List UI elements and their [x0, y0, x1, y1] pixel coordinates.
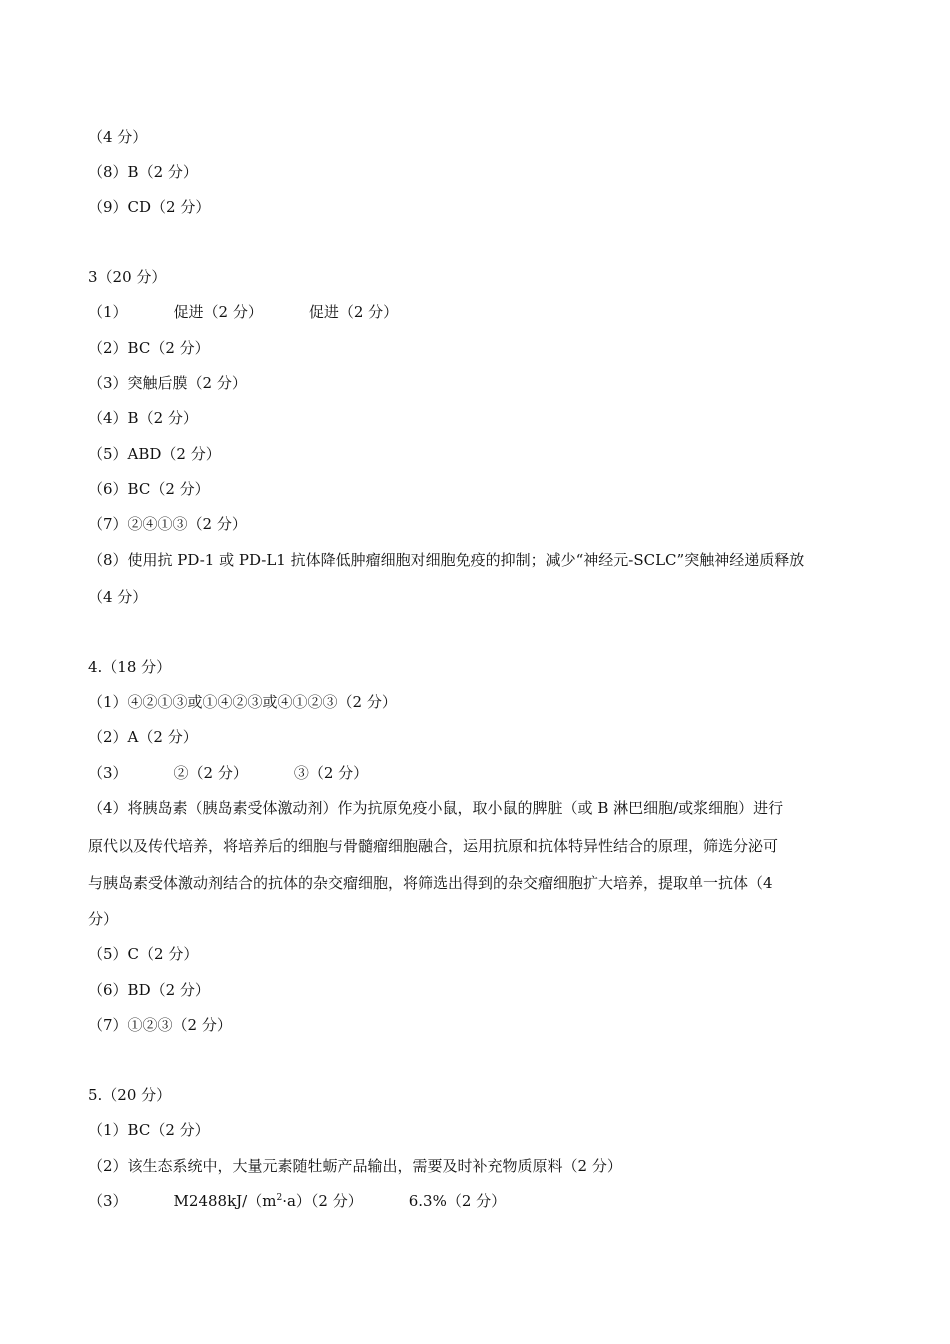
text-line	[88, 762, 863, 784]
text-line: （4）将胰岛素（胰岛素受体激动剂）作为抗原免疫小鼠，取小鼠的脾脏（或 B 淋巴细胞/或浆细胞）进行	[88, 799, 784, 817]
answer-part: ·a）（2 分）	[282, 1192, 363, 1210]
text-line: （4 分）	[88, 128, 148, 146]
answer-part: M2488kJ/（m	[173, 1192, 277, 1210]
text-line: 原代以及传代培养，将培养后的细胞与骨髓瘤细胞融合，运用抗原和抗体特异性结合的原理，筛选分泌可	[88, 837, 779, 855]
text-line: （6）BC（2 分）	[88, 480, 210, 498]
answer-number: （3）	[88, 1192, 128, 1210]
text-line: （7）②④①③（2 分）	[88, 515, 247, 533]
superscript: 2	[276, 1193, 283, 1203]
text-line: （5）C（2 分）	[88, 945, 199, 963]
text-line	[88, 1190, 863, 1212]
section-heading: 3（20 分）	[88, 268, 167, 286]
answer-number: （3）	[88, 764, 128, 782]
text-line: （2）BC（2 分）	[88, 339, 210, 357]
text-line: （6）BD（2 分）	[88, 981, 210, 999]
text-line: 分）	[88, 910, 119, 928]
section-heading: 4.（18 分）	[88, 658, 172, 676]
text-line: （4 分）	[88, 588, 148, 606]
answer-part: 6.3%（2 分）	[408, 1192, 507, 1210]
text-line: （9）CD（2 分）	[88, 198, 211, 216]
text-line: （2）该生态系统中，大量元素随牡蛎产品输出，需要及时补充物质原料（2 分）	[88, 1157, 622, 1175]
text-line: （8）使用抗 PD-1 或 PD-L1 抗体降低肿瘤细胞对细胞免疫的抑制；减少“神经元-SCLC”突触神经递质释放	[88, 551, 805, 569]
text-line: （5）ABD（2 分）	[88, 445, 221, 463]
text-line: （3）突触后膜（2 分）	[88, 374, 247, 392]
answer-part: 促进（2 分）	[173, 303, 263, 321]
text-line	[88, 301, 863, 323]
text-line: （1）BC（2 分）	[88, 1121, 210, 1139]
text-line: （8）B（2 分）	[88, 163, 198, 181]
answer-part: ③（2 分）	[293, 764, 369, 782]
text-line: （4）B（2 分）	[88, 409, 198, 427]
text-line: （2）A（2 分）	[88, 728, 198, 746]
section-heading: 5.（20 分）	[88, 1086, 172, 1104]
text-line: （1）④②①③或①④②③或④①②③（2 分）	[88, 693, 397, 711]
answer-part: ②（2 分）	[173, 764, 248, 782]
answer-part: 促进（2 分）	[308, 303, 399, 321]
text-line: （7）①②③（2 分）	[88, 1016, 232, 1034]
text-line: 与胰岛素受体激动剂结合的抗体的杂交瘤细胞，将筛选出得到的杂交瘤细胞扩大培养，提取单一抗体（4	[88, 874, 773, 892]
answer-number: （1）	[88, 303, 128, 321]
